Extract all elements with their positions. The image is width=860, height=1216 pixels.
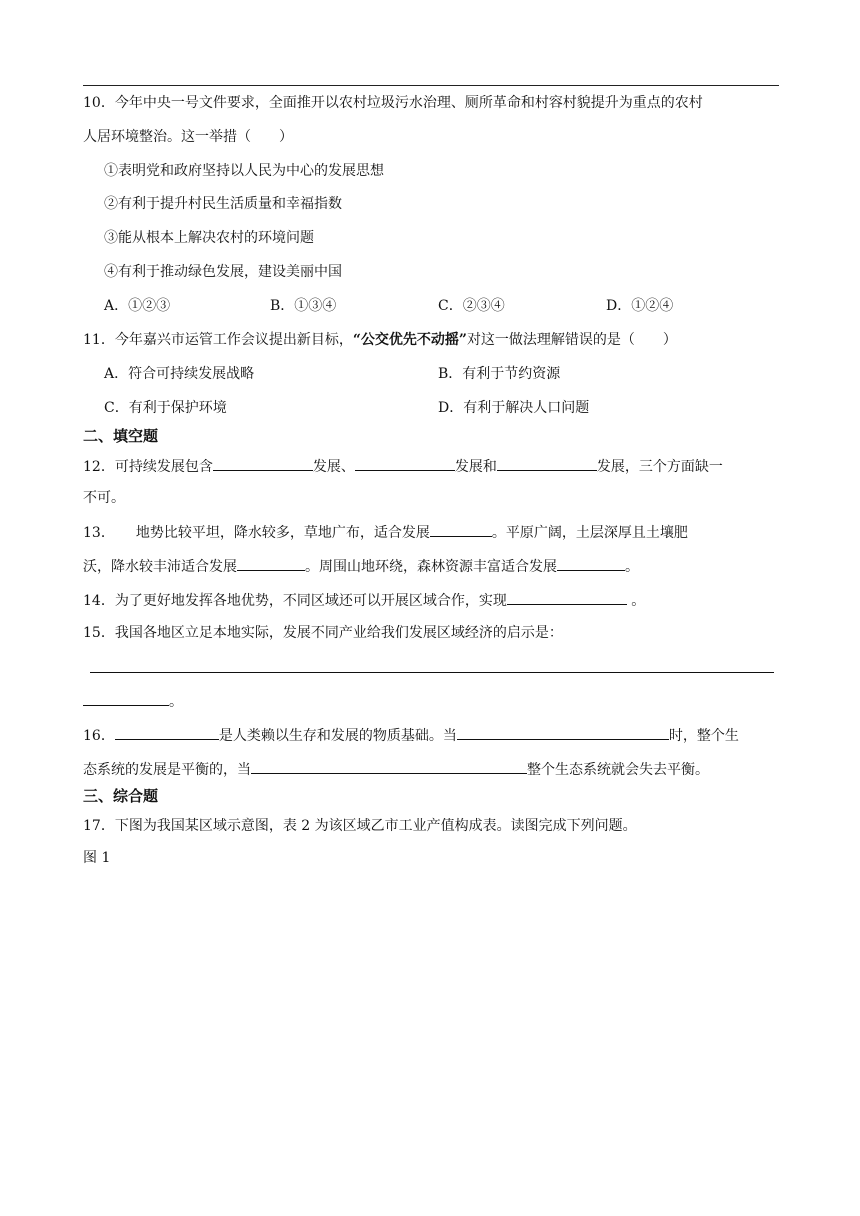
q16-text-3: 时，整个生: [668, 728, 739, 744]
q16-line2: [83, 758, 709, 780]
section-fill-in-heading: 二、填空题: [83, 427, 159, 445]
q15-line3: [83, 690, 183, 712]
q12-text-2: 发展、: [312, 459, 355, 475]
q10-stem-line2: 人居环境整治。这一举措（ ）: [83, 129, 293, 145]
q12-blank-3: [497, 455, 597, 471]
q10-item-2: ②有利于提升村民生活质量和幸福指数: [104, 196, 342, 212]
q17-stem: 17．下图为我国某区域示意图，表 2 为该区域乙市工业产值构成表。读图完成下列问题。: [83, 818, 637, 834]
q14-text-1: 14．为了更好地发挥各地优势，不同区域还可以开展区域合作，实现: [83, 593, 507, 609]
q15-line1: 15．我国各地区立足本地实际，发展不同产业给我们发展区域经济的启示是：: [83, 625, 563, 641]
q16-line1: [83, 724, 739, 746]
q11-option-a: A．符合可持续发展战略: [104, 366, 255, 382]
q16-text-5: 整个生态系统就会失去平衡。: [527, 762, 709, 778]
q13-text-1: 13． 地势比较平坦，降水较多，草地广布，适合发展: [83, 525, 430, 541]
q12-text-1: 12．可持续发展包含: [83, 459, 213, 475]
q12-text-3: 发展和: [454, 459, 497, 475]
q10-option-d: D．①②④: [606, 298, 674, 314]
q10-option-c: C．②③④: [438, 298, 505, 314]
q15-answer-line: [90, 672, 774, 673]
q12-line2: 不可。: [83, 490, 125, 506]
q11-option-b: B．有利于节约资源: [438, 366, 561, 382]
q16-text-4: 态系统的发展是平衡的，当: [83, 762, 251, 778]
section-comprehensive-heading: 三、综合题: [83, 787, 159, 805]
q16-blank-2: [457, 724, 669, 740]
q12-blank-2: [355, 455, 455, 471]
q14-line: [83, 589, 645, 611]
header-rule: [83, 85, 779, 86]
q16-blank-3: [251, 758, 527, 774]
q13-blank-3: [557, 555, 625, 571]
q13-text-2: 。平原广阔，土层深厚且土壤肥: [491, 525, 688, 541]
q10-option-a: A．①②③: [104, 298, 171, 314]
q11-option-c: C．有利于保护环境: [104, 400, 227, 416]
q16-text-2: 是人类赖以生存和发展的物质基础。当: [218, 728, 457, 744]
q14-blank: [507, 589, 627, 605]
q11-stem-suffix: 对这一做法理解错误的是（ ）: [466, 332, 677, 348]
q10-item-3: ③能从根本上解决农村的环境问题: [104, 230, 314, 246]
q11-stem: [83, 330, 677, 350]
q13-text-3: 沃，降水较丰沛适合发展: [83, 559, 237, 575]
q10-option-b: B．①③④: [270, 298, 337, 314]
q10-item-4: ④有利于推动绿色发展，建设美丽中国: [104, 264, 342, 280]
q13-blank-1: [430, 521, 492, 537]
q13-line1: [83, 521, 688, 543]
q16-text-1: 16．: [83, 728, 115, 744]
q10-item-1: ①表明党和政府坚持以人民为中心的发展思想: [104, 163, 384, 179]
q15-end-punct: 。: [169, 694, 183, 710]
q13-line2: [83, 555, 639, 577]
q13-text-5: 。: [625, 559, 639, 575]
q11-stem-prefix: 11．今年嘉兴市运管工作会议提出新目标，: [83, 332, 353, 348]
q13-text-4: 。周围山地环绕，森林资源丰富适合发展: [305, 559, 557, 575]
q16-blank-1: [115, 724, 219, 740]
q11-option-d: D．有利于解决人口问题: [438, 400, 590, 416]
q12-text-4: 发展，三个方面缺一: [596, 459, 723, 475]
q15-blank-end: [83, 690, 169, 706]
q14-text-2: 。: [626, 593, 646, 609]
q13-blank-2: [237, 555, 305, 571]
figure-1-label: 图 1: [83, 850, 111, 866]
q10-stem-line1: 10．今年中央一号文件要求，全面推开以农村垃圾污水治理、厕所革命和村容村貌提升为重点的农村: [83, 95, 703, 111]
q12-line1: [83, 455, 723, 477]
q11-stem-bold: “公交优先不动摇”: [352, 332, 467, 348]
q12-blank-1: [213, 455, 313, 471]
